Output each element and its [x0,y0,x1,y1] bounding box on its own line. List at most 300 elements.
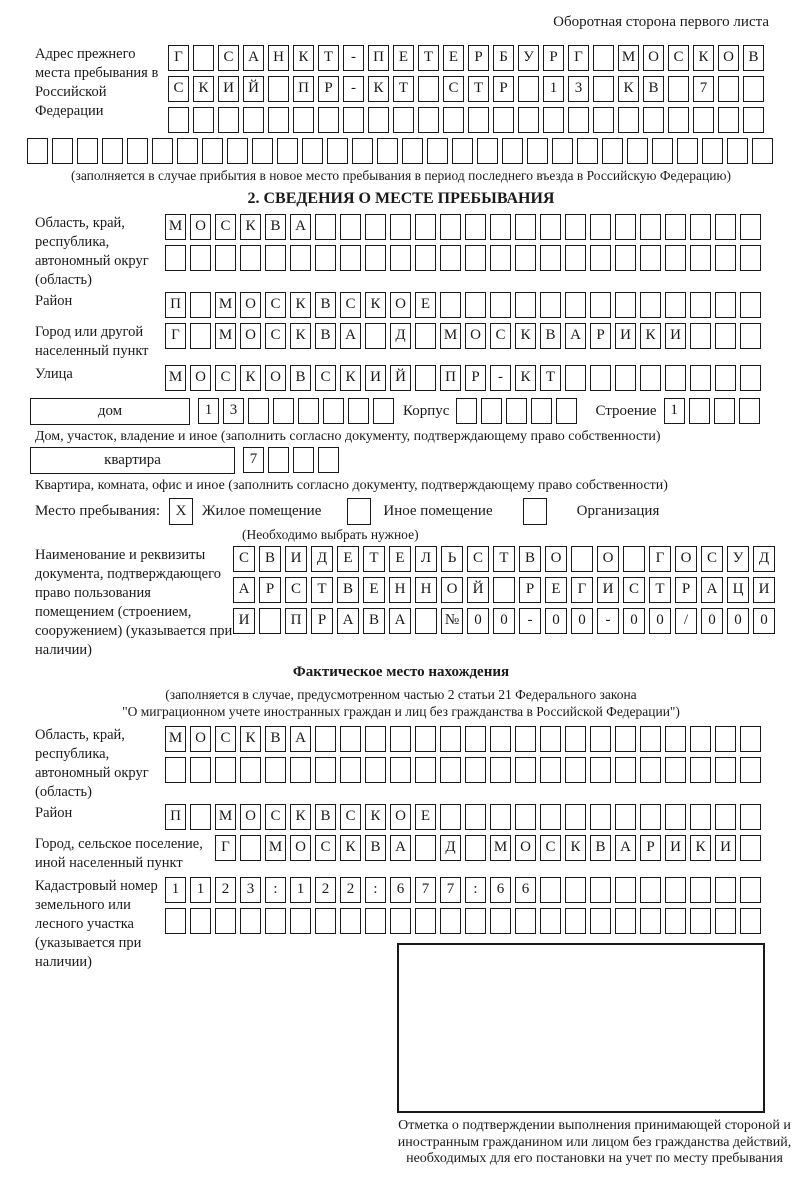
char-cell [340,214,361,240]
char-cell: О [718,45,739,71]
char-cell: Н [415,577,437,603]
char-cell [265,245,286,271]
char-cell: 0 [571,608,593,634]
char-cell [190,245,211,271]
char-cell: 6 [515,877,536,903]
char-cell: Д [311,546,333,572]
char-cell: М [165,214,186,240]
organization-checkbox [523,498,547,525]
char-cell: Р [318,76,339,102]
char-cell [640,245,661,271]
char-cell: В [643,76,664,102]
char-cell [165,908,186,934]
char-cell: 1 [543,76,564,102]
char-cell [348,398,369,424]
char-cell [465,726,486,752]
char-cell [490,214,511,240]
char-cell [515,292,536,318]
char-cell: М [165,726,186,752]
char-cell: О [240,292,261,318]
char-cell: А [701,577,723,603]
char-cell: Е [389,546,411,572]
city-field [27,323,775,361]
char-cell [268,76,289,102]
char-cell: О [390,292,411,318]
char-cell [415,757,436,783]
char-cell: К [240,365,261,391]
char-cell [493,577,515,603]
char-cell [440,804,461,830]
char-cell: : [465,877,486,903]
char-cell: 0 [701,608,723,634]
char-cell [715,365,736,391]
char-cell: В [590,835,611,861]
char-cell: С [285,577,307,603]
char-cell [715,245,736,271]
organization-option-label: Организация [576,503,660,519]
char-row [165,804,765,830]
char-cell [652,138,673,164]
char-cell: С [265,323,286,349]
char-cell: А [615,835,636,861]
confirmation-caption: Отметка о подтверждении выполнения принимающей стороной и иностранным гражданином или лицом без гражданства действий, необходимых для его постановки на учет по месту пребывания [397,1118,792,1166]
char-cell: С [540,835,561,861]
char-cell [689,398,710,424]
char-cell: О [515,835,536,861]
char-cell [690,365,711,391]
char-cell: К [515,323,536,349]
char-cell: Е [363,577,385,603]
district-label: Район [35,293,73,309]
char-cell: О [265,365,286,391]
char-cell: Е [443,45,464,71]
char-cell: П [368,45,389,71]
char-cell [427,138,448,164]
char-cell [715,323,736,349]
char-cell: Е [415,292,436,318]
stay-type-label: Место пребывания: [35,503,160,519]
char-cell: Т [363,546,385,572]
char-cell [293,447,314,473]
actual-location-title: Фактическое место нахождения [292,664,510,680]
char-cell: Е [337,546,359,572]
char-cell [377,138,398,164]
stay-type-note: (Необходимо выбрать нужное) [242,527,419,542]
char-cell: 2 [340,877,361,903]
char-cell [715,757,736,783]
char-cell [340,757,361,783]
char-cell: С [315,365,336,391]
char-cell: Й [467,577,489,603]
char-cell [565,245,586,271]
char-cell [215,908,236,934]
char-cell: Т [649,577,671,603]
char-cell: 3 [223,398,244,424]
char-cell [565,292,586,318]
char-cell: И [665,835,686,861]
char-cell [740,804,761,830]
char-cell [152,138,173,164]
char-cell: И [233,608,255,634]
char-cell: К [565,835,586,861]
char-cell [465,835,486,861]
char-cell [102,138,123,164]
char-cell [315,245,336,271]
char-cell: Д [390,323,411,349]
stay-type-row [27,498,775,525]
char-cell: О [190,365,211,391]
char-cell [165,245,186,271]
char-row [165,214,765,240]
char-cell [440,757,461,783]
char-cell: Н [268,45,289,71]
char-cell [52,138,73,164]
char-cell [265,757,286,783]
char-cell [506,398,527,424]
char-cell: О [643,45,664,71]
char-cell: У [518,45,539,71]
char-cell: И [715,835,736,861]
char-cell [540,214,561,240]
char-cell [590,245,611,271]
char-cell [390,908,411,934]
char-cell: К [640,323,661,349]
char-cell [727,138,748,164]
char-cell: И [365,365,386,391]
char-row [233,577,779,603]
char-cell: В [337,577,359,603]
char-cell: В [315,292,336,318]
char-cell: К [240,726,261,752]
char-row [168,107,768,133]
char-cell: 7 [243,447,264,473]
char-cell: - [490,365,511,391]
char-cell: 1 [165,877,186,903]
char-cell [527,138,548,164]
char-cell [690,323,711,349]
char-cell [477,138,498,164]
char-cell: С [623,577,645,603]
char-cell: А [390,835,411,861]
char-cell [77,138,98,164]
char-cell: М [165,365,186,391]
char-cell [456,398,477,424]
char-cell [415,608,437,634]
city-label: Город или другой населенный пункт [35,324,149,359]
char-cell: О [190,214,211,240]
char-cell [215,757,236,783]
char-cell [402,138,423,164]
char-cell: П [165,292,186,318]
char-cell [415,726,436,752]
char-cell [315,757,336,783]
char-cell: А [340,323,361,349]
char-cell [490,804,511,830]
char-cell: М [440,323,461,349]
char-cell [27,138,48,164]
char-cell [373,398,394,424]
char-cell: - [597,608,619,634]
char-cell [393,107,414,133]
actual-region-field [27,726,775,802]
char-cell [415,835,436,861]
char-cell [465,804,486,830]
char-cell [615,804,636,830]
prev-address-full-row [27,138,775,164]
char-cell [318,107,339,133]
char-cell: Р [465,365,486,391]
char-cell: В [315,804,336,830]
char-cell [465,214,486,240]
char-cell [552,138,573,164]
char-cell: М [215,292,236,318]
street-field [27,365,775,396]
char-cell: А [337,608,359,634]
char-cell [739,398,760,424]
char-cell: О [597,546,619,572]
char-cell: О [545,546,567,572]
actual-city-field [27,835,775,873]
char-cell: 0 [753,608,775,634]
char-cell [565,214,586,240]
house-caption: Дом, участок, владение и иное (заполнить согласно документу, подтверждающему право собственности) [35,429,661,444]
char-row [165,877,765,903]
char-cell [290,908,311,934]
char-cell [740,245,761,271]
char-cell [665,877,686,903]
char-cell [343,107,364,133]
char-cell [568,107,589,133]
char-cell: - [343,45,364,71]
char-cell [390,757,411,783]
char-cell [627,138,648,164]
char-cell [615,245,636,271]
char-cell: Т [418,45,439,71]
other-premises-checkbox [347,498,371,525]
char-cell: Г [168,45,189,71]
char-cell [640,877,661,903]
prev-address-label: Адрес прежнего места пребывания в Российской Федерации [35,46,159,119]
page-side-note: Оборотная сторона первого листа [553,14,769,30]
char-cell: С [215,365,236,391]
street-label: Улица [35,366,73,382]
cadastral-rows [165,877,765,934]
char-cell [452,138,473,164]
char-cell: В [265,214,286,240]
char-cell [415,214,436,240]
char-cell [615,877,636,903]
char-cell [740,877,761,903]
char-cell: С [265,292,286,318]
char-cell: К [293,45,314,71]
prev-address-rows [168,45,768,133]
char-cell [415,365,436,391]
prev-address-note: (заполняется в случае прибытия в новое место пребывания в период последнего въезда в Российскую Федерацию) [70,168,732,183]
char-cell [365,245,386,271]
char-cell [365,726,386,752]
char-cell [540,726,561,752]
char-cell [540,908,561,934]
other-premises-option-label: Иное помещение [383,503,493,519]
char-cell [490,245,511,271]
char-cell: 3 [568,76,589,102]
char-cell: 7 [415,877,436,903]
char-cell: М [215,323,236,349]
char-cell [515,908,536,934]
char-cell [740,214,761,240]
char-row [233,546,779,572]
char-cell [615,365,636,391]
char-cell [465,908,486,934]
char-cell [190,292,211,318]
char-cell: К [365,804,386,830]
char-cell [590,292,611,318]
char-cell [515,804,536,830]
char-cell: И [753,577,775,603]
char-row [165,245,765,271]
char-cell: К [340,365,361,391]
char-cell [690,908,711,934]
char-cell [418,107,439,133]
char-cell: Т [540,365,561,391]
char-cell [623,546,645,572]
char-row [165,908,765,934]
document-rows [233,546,779,634]
char-cell: С [233,546,255,572]
char-cell [718,76,739,102]
char-cell [740,757,761,783]
char-cell [690,804,711,830]
char-cell: 2 [315,877,336,903]
char-cell [259,608,281,634]
char-cell: Д [753,546,775,572]
char-row [165,323,765,349]
char-cell [490,292,511,318]
char-cell [668,76,689,102]
char-cell [518,76,539,102]
apartment-caption: Квартира, комната, офис и иное (заполнить согласно документу, подтверждающему право собственности) [35,478,668,493]
char-cell [715,877,736,903]
char-cell [340,908,361,934]
char-cell [540,804,561,830]
actual-city-label: Город, сельское поселение, иной населенный пункт [35,836,203,871]
char-cell [190,323,211,349]
char-cell [740,365,761,391]
char-cell [740,835,761,861]
actual-location-note-1: (заполняется в случае, предусмотренном частью 2 статьи 21 Федерального закона [165,687,637,702]
char-cell: М [618,45,639,71]
char-cell: А [290,726,311,752]
char-cell [565,908,586,934]
char-cell: 7 [440,877,461,903]
char-cell [665,292,686,318]
char-cell: М [215,804,236,830]
char-cell [640,214,661,240]
char-cell [240,245,261,271]
char-cell [465,245,486,271]
region-label: Область, край, республика, автономный округ (область) [35,215,149,288]
char-cell [468,107,489,133]
char-row [168,45,768,71]
char-cell [556,398,577,424]
char-cell: 7 [693,76,714,102]
char-cell [302,138,323,164]
char-cell [590,804,611,830]
char-cell: В [290,365,311,391]
district-field [27,292,775,323]
char-cell [465,292,486,318]
char-cell [565,877,586,903]
korpus-label: Корпус [403,403,450,419]
char-cell [665,804,686,830]
char-cell [243,107,264,133]
char-cell [565,726,586,752]
char-cell [543,107,564,133]
char-cell: 2 [215,877,236,903]
char-cell [690,292,711,318]
char-cell [640,757,661,783]
char-cell [290,245,311,271]
apartment-row [30,447,775,474]
char-cell: С [490,323,511,349]
char-cell: Л [415,546,437,572]
char-cell [481,398,502,424]
char-cell [690,245,711,271]
char-cell: О [240,323,261,349]
char-cell: С [443,76,464,102]
char-cell: О [240,804,261,830]
char-cell [252,138,273,164]
char-cell: Р [590,323,611,349]
char-cell [590,757,611,783]
char-row [165,365,765,391]
char-cell [273,398,294,424]
char-cell: Т [493,546,515,572]
char-cell [743,76,764,102]
char-cell: 0 [727,608,749,634]
char-cell [715,804,736,830]
char-cell: Р [543,45,564,71]
char-cell [415,323,436,349]
actual-district-label: Район [35,805,73,821]
char-cell: Ь [441,546,463,572]
char-cell: / [675,608,697,634]
char-cell: К [340,835,361,861]
char-cell [265,908,286,934]
char-cell: Т [393,76,414,102]
char-cell: 1 [190,877,211,903]
char-cell: Г [215,835,236,861]
char-cell [640,292,661,318]
char-cell: И [285,546,307,572]
cadastral-label: Кадастровый номер земельного или лесного участка (указывается при наличии) [35,878,158,970]
char-cell [365,214,386,240]
actual-region-label: Область, край, республика, автономный округ (область) [35,727,149,800]
char-cell: Г [568,45,589,71]
char-cell [615,726,636,752]
char-cell [715,726,736,752]
char-cell [531,398,552,424]
char-cell: Р [675,577,697,603]
char-cell [365,323,386,349]
char-cell [571,546,593,572]
char-cell: А [389,608,411,634]
char-cell: Р [468,45,489,71]
char-cell [593,45,614,71]
confirmation-stamp-box [397,943,765,1113]
apartment-cells [243,447,343,473]
house-box-label: дом [30,398,190,425]
